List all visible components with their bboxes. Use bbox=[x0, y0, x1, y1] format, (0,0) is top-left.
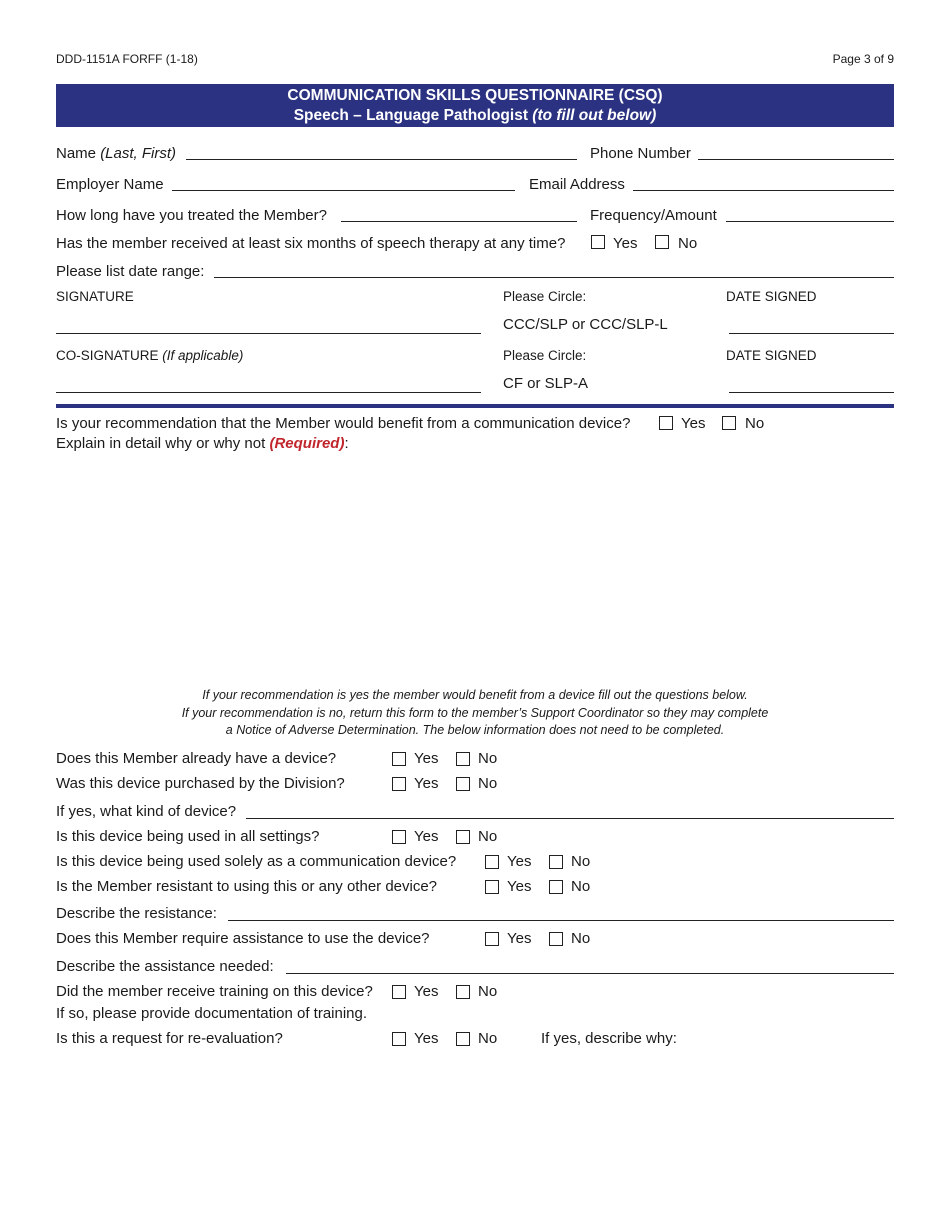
signature-label: SIGNATURE bbox=[56, 289, 134, 304]
date-signed-input-2[interactable] bbox=[729, 376, 894, 393]
frequency-input[interactable] bbox=[726, 205, 894, 222]
phone-input[interactable] bbox=[698, 143, 894, 160]
q-training: Did the member receive training on this device? bbox=[56, 983, 373, 1000]
training-yes-checkbox[interactable] bbox=[392, 985, 406, 999]
q-assistance: Does this Member require assistance to use the device? bbox=[56, 930, 430, 947]
resistant-yes-checkbox[interactable] bbox=[485, 880, 499, 894]
note-line-1: If your recommendation is yes the member would benefit from a device fill out the questions below. bbox=[202, 688, 748, 702]
resistant-yes-label: Yes bbox=[507, 878, 532, 895]
credential-options-1[interactable]: CCC/SLP or CCC/SLP-L bbox=[503, 316, 668, 333]
frequency-label: Frequency/Amount bbox=[590, 207, 717, 224]
cosignature-input[interactable] bbox=[56, 376, 481, 393]
form-title: COMMUNICATION SKILLS QUESTIONNAIRE (CSQ) bbox=[287, 87, 663, 104]
name-hint: (Last, First) bbox=[100, 145, 177, 162]
date-range-input[interactable] bbox=[214, 261, 894, 278]
all-settings-no-label: No bbox=[478, 828, 498, 845]
reevaluation-yes-label: Yes bbox=[414, 1030, 439, 1047]
employer-input[interactable] bbox=[172, 174, 515, 191]
training-no-label: No bbox=[478, 983, 498, 1000]
purchased-no-checkbox[interactable] bbox=[456, 777, 470, 791]
resistant-no-label: No bbox=[571, 878, 591, 895]
required-marker: (Required) bbox=[269, 435, 345, 452]
q-solely: Is this device being used solely as a communication device? bbox=[56, 853, 457, 870]
date-signed-label-2: DATE SIGNED bbox=[726, 348, 817, 363]
form-id: DDD-1151A FORFF (1-18) bbox=[56, 52, 198, 66]
all-settings-yes-label: Yes bbox=[414, 828, 439, 845]
q-describe-assistance: Describe the assistance needed: bbox=[56, 958, 274, 975]
explain-colon: : bbox=[344, 435, 349, 452]
note-line-2: If your recommendation is no, return this form to the member’s Support Coordinator so they may complete bbox=[181, 706, 769, 720]
have-device-yes-checkbox[interactable] bbox=[392, 752, 406, 766]
subtitle-text: Speech – Language Pathologist bbox=[293, 107, 528, 124]
resistance-input[interactable] bbox=[228, 904, 894, 921]
six-months-yes-label: Yes bbox=[613, 235, 638, 252]
q-have-device: Does this Member already have a device? bbox=[56, 750, 337, 767]
how-long-input[interactable] bbox=[341, 205, 577, 222]
how-long-label: How long have you treated the Member? bbox=[56, 207, 327, 224]
assistance-input[interactable] bbox=[286, 957, 894, 974]
recommendation-yes-label: Yes bbox=[681, 415, 706, 432]
q-training-doc: If so, please provide documentation of training. bbox=[56, 1005, 368, 1022]
name-input[interactable] bbox=[186, 143, 577, 160]
purchased-no-label: No bbox=[478, 775, 498, 792]
name-label-text: Name bbox=[56, 145, 97, 162]
q-all-settings: Is this device being used in all settings? bbox=[56, 828, 320, 845]
employer-label: Employer Name bbox=[56, 176, 164, 193]
six-months-yes-checkbox[interactable] bbox=[591, 235, 605, 249]
reevaluation-no-label: No bbox=[478, 1030, 498, 1047]
have-device-no-label: No bbox=[478, 750, 498, 767]
six-months-no-label: No bbox=[678, 235, 698, 252]
have-device-yes-label: Yes bbox=[414, 750, 439, 767]
date-signed-label-1: DATE SIGNED bbox=[726, 289, 817, 304]
note-line-3: a Notice of Adverse Determination. The below information does not need to be completed. bbox=[225, 723, 725, 737]
recommendation-no-checkbox[interactable] bbox=[722, 416, 736, 430]
all-settings-no-checkbox[interactable] bbox=[456, 830, 470, 844]
resistant-no-checkbox[interactable] bbox=[549, 880, 563, 894]
six-months-no-checkbox[interactable] bbox=[655, 235, 669, 249]
all-settings-yes-checkbox[interactable] bbox=[392, 830, 406, 844]
solely-yes-label: Yes bbox=[507, 853, 532, 870]
credential-options-2[interactable]: CF or SLP-A bbox=[503, 375, 589, 392]
solely-yes-checkbox[interactable] bbox=[485, 855, 499, 869]
name-label bbox=[56, 145, 176, 162]
please-circle-2: Please Circle: bbox=[503, 348, 587, 363]
q-purchased: Was this device purchased by the Division? bbox=[56, 775, 345, 792]
email-input[interactable] bbox=[633, 174, 894, 191]
training-yes-label: Yes bbox=[414, 983, 439, 1000]
explain-label-text: Explain in detail why or why not bbox=[56, 435, 266, 452]
cosignature-label bbox=[56, 348, 243, 363]
explanation-textarea[interactable] bbox=[56, 458, 898, 682]
cosignature-label-text: CO-SIGNATURE bbox=[56, 348, 159, 363]
phone-label: Phone Number bbox=[590, 145, 691, 162]
q-resistant: Is the Member resistant to using this or any other device? bbox=[56, 878, 438, 895]
date-range-label: Please list date range: bbox=[56, 263, 205, 280]
recommendation-no-label: No bbox=[745, 415, 765, 432]
subtitle-note: (to fill out below) bbox=[532, 107, 657, 124]
training-no-checkbox[interactable] bbox=[456, 985, 470, 999]
q-reevaluation-why: If yes, describe why: bbox=[541, 1030, 677, 1047]
assistance-no-checkbox[interactable] bbox=[549, 932, 563, 946]
solely-no-checkbox[interactable] bbox=[549, 855, 563, 869]
solely-no-label: No bbox=[571, 853, 591, 870]
page-number: Page 3 of 9 bbox=[832, 52, 894, 66]
six-months-question: Has the member received at least six months of speech therapy at any time? bbox=[56, 235, 566, 252]
email-label: Email Address bbox=[529, 176, 625, 193]
q-reevaluation: Is this a request for re-evaluation? bbox=[56, 1030, 283, 1047]
signature-input[interactable] bbox=[56, 317, 481, 334]
cosignature-hint: (If applicable) bbox=[162, 348, 244, 363]
purchased-yes-label: Yes bbox=[414, 775, 439, 792]
assistance-yes-checkbox[interactable] bbox=[485, 932, 499, 946]
purchased-yes-checkbox[interactable] bbox=[392, 777, 406, 791]
reevaluation-no-checkbox[interactable] bbox=[456, 1032, 470, 1046]
please-circle-1: Please Circle: bbox=[503, 289, 587, 304]
q-describe-resistance: Describe the resistance: bbox=[56, 905, 217, 922]
date-signed-input-1[interactable] bbox=[729, 317, 894, 334]
explain-label bbox=[56, 435, 349, 452]
recommendation-yes-checkbox[interactable] bbox=[659, 416, 673, 430]
have-device-no-checkbox[interactable] bbox=[456, 752, 470, 766]
section-divider bbox=[56, 404, 894, 408]
recommendation-question: Is your recommendation that the Member would benefit from a communication device? bbox=[56, 415, 631, 432]
form-subtitle bbox=[56, 107, 894, 125]
device-kind-input[interactable] bbox=[246, 802, 894, 819]
reevaluation-yes-checkbox[interactable] bbox=[392, 1032, 406, 1046]
assistance-no-label: No bbox=[571, 930, 591, 947]
assistance-yes-label: Yes bbox=[507, 930, 532, 947]
title-banner bbox=[56, 84, 894, 127]
q-kind: If yes, what kind of device? bbox=[56, 803, 237, 820]
